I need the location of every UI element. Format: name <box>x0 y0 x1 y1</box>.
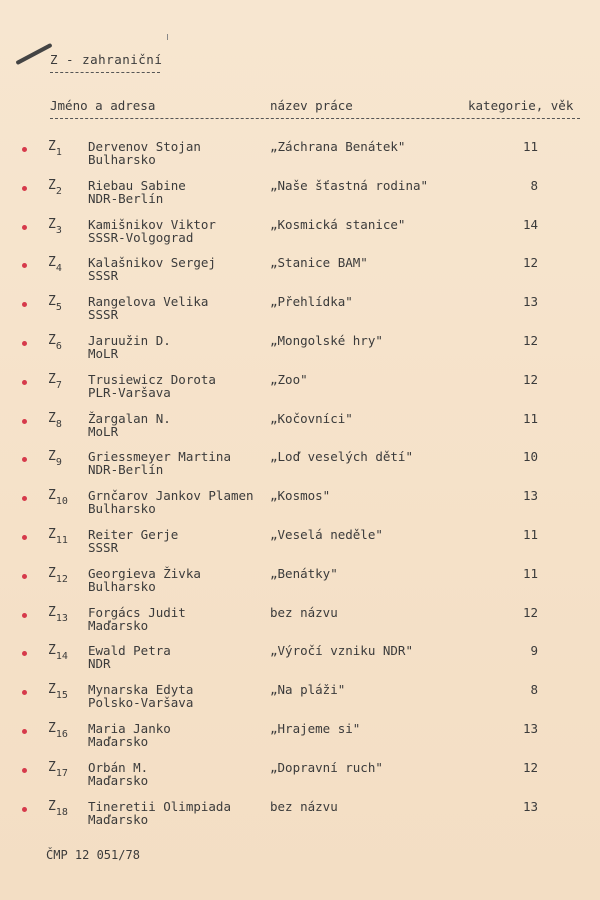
entry-code-letter: Z <box>48 798 56 814</box>
entry-country: NDR <box>88 656 111 672</box>
entry-age: 14 <box>522 216 538 232</box>
entry-code <box>48 371 62 391</box>
entry-name: Ewald Petra <box>88 643 171 659</box>
list-item <box>0 216 600 255</box>
entry-age: 12 <box>522 332 538 348</box>
entry-code-letter: Z <box>48 565 56 581</box>
red-dot-mark <box>22 535 27 540</box>
list-item <box>0 604 600 643</box>
red-dot-mark <box>22 302 27 307</box>
list-item <box>0 565 600 604</box>
entry-age: 12 <box>522 371 538 387</box>
entry-work-title: „Loď veselých dětí" <box>270 449 413 465</box>
entry-name: Jaruužin D. <box>88 332 171 348</box>
list-item <box>0 177 600 216</box>
header-title-column: název práce <box>270 98 353 113</box>
entry-code-letter: Z <box>48 643 56 659</box>
list-item <box>0 410 600 449</box>
entry-name: Dervenov Stojan <box>88 139 201 154</box>
handwritten-slash-mark <box>15 43 52 65</box>
entry-code-number: 14 <box>55 651 68 663</box>
entry-work-title: „Záchrana Benátek" <box>270 139 406 154</box>
entry-country: Maďarsko <box>88 617 149 633</box>
entry-code-letter: Z <box>48 255 56 271</box>
entry-code <box>48 643 68 663</box>
entry-code-letter: Z <box>48 604 56 620</box>
entry-code <box>48 759 68 779</box>
list-item <box>0 293 600 332</box>
entry-code-letter: Z <box>48 682 56 698</box>
entry-code-number: 11 <box>55 534 68 546</box>
entry-code <box>48 488 68 508</box>
entry-country: Maďarsko <box>88 772 149 788</box>
entry-work-title: „Mongolské hry" <box>270 332 383 348</box>
entry-code-letter: Z <box>48 449 56 465</box>
entry-code <box>48 720 68 740</box>
entry-name: Forgács Judit <box>88 604 186 620</box>
entry-age: 11 <box>522 526 538 542</box>
entry-name: Trusiewicz Dorota <box>88 371 216 387</box>
entry-age: 11 <box>522 410 538 426</box>
entry-code-letter: Z <box>48 488 56 504</box>
entry-country: MoLR <box>88 423 119 439</box>
red-dot-mark <box>22 457 27 462</box>
red-dot-mark <box>22 729 27 734</box>
entry-age: 8 <box>530 682 538 698</box>
red-dot-mark <box>22 768 27 773</box>
entry-code <box>48 139 62 158</box>
entry-country: SSSR-Volgograd <box>88 229 194 245</box>
entry-code-number: 3 <box>55 224 62 236</box>
entry-work-title: „Na pláži" <box>270 682 346 698</box>
entry-name: Mynarska Edyta <box>88 682 194 698</box>
entry-country: SSSR <box>88 268 119 284</box>
entry-name: Orbán M. <box>88 759 149 775</box>
entry-work-title: „Přehlídka" <box>270 294 353 310</box>
entry-work-title: „Kosmická stanice" <box>270 216 406 232</box>
list-item <box>0 526 600 565</box>
entry-code-number: 6 <box>55 340 62 352</box>
entry-code-letter: Z <box>48 410 56 426</box>
entry-code-number: 9 <box>55 457 62 469</box>
entry-name: Reiter Gerje <box>88 526 179 542</box>
entry-name: Žargalan N. <box>88 410 171 426</box>
entry-code <box>48 255 62 275</box>
red-dot-mark <box>22 613 27 618</box>
entry-code-number: 17 <box>55 767 68 779</box>
entry-code-number: 5 <box>55 302 62 314</box>
pencil-mark <box>167 34 168 40</box>
list-item <box>0 642 600 681</box>
entry-code-letter: Z <box>48 177 56 193</box>
entry-work-title: „Naše šťastná rodina" <box>270 177 429 193</box>
red-dot-mark <box>22 225 27 230</box>
red-dot-mark <box>22 807 27 812</box>
list-item <box>0 681 600 720</box>
entry-name: Maria Janko <box>88 720 171 736</box>
red-dot-mark <box>22 380 27 385</box>
entry-code-letter: Z <box>48 526 56 542</box>
list-item <box>0 254 600 293</box>
red-dot-mark <box>22 496 27 501</box>
entry-age: 13 <box>522 720 538 736</box>
list-item <box>0 487 600 526</box>
entry-country: Bulharsko <box>88 152 156 167</box>
entry-code <box>48 526 68 546</box>
entry-code-letter: Z <box>48 139 56 154</box>
entry-age: 11 <box>522 565 538 581</box>
entry-code-letter: Z <box>48 720 56 736</box>
entry-country: Maďarsko <box>88 811 149 827</box>
entry-work-title: „Dopravní ruch" <box>270 759 383 775</box>
entry-code-number: 4 <box>55 263 62 275</box>
entry-name: Kamišnikov Viktor <box>88 216 216 232</box>
entry-code <box>48 682 68 702</box>
red-dot-mark <box>22 263 27 268</box>
entry-country: MoLR <box>88 345 119 361</box>
entry-age: 9 <box>530 643 538 659</box>
entry-country: SSSR <box>88 539 119 555</box>
red-dot-mark <box>22 341 27 346</box>
entry-name: Rangelova Velika <box>88 294 209 310</box>
entry-country: Polsko-Varšava <box>88 695 194 711</box>
header-category-column: kategorie, věk <box>468 98 574 113</box>
entry-code-letter: Z <box>48 332 56 348</box>
list-item <box>0 759 600 798</box>
entry-country: Bulharsko <box>88 501 156 517</box>
entry-code-letter: Z <box>48 759 56 775</box>
entry-work-title: „Zoo" <box>270 371 308 387</box>
entry-work-title: „Kosmos" <box>270 488 331 504</box>
entry-work-title: bez názvu <box>270 604 338 620</box>
entry-code-number: 16 <box>55 728 68 740</box>
entry-work-title: „Hrajeme si" <box>270 720 361 736</box>
entry-country: SSSR <box>88 307 119 323</box>
entry-code-letter: Z <box>48 294 56 310</box>
entry-age: 8 <box>530 177 538 193</box>
entry-name: Grnčarov Jankov Plamen <box>88 488 254 504</box>
entry-list <box>0 138 600 836</box>
entry-age: 13 <box>522 294 538 310</box>
entry-code-number: 7 <box>55 379 62 391</box>
entry-age: 13 <box>522 798 538 814</box>
entry-work-title: „Výročí vzniku NDR" <box>270 643 413 659</box>
entry-code-letter: Z <box>48 216 56 232</box>
entry-code-letter: Z <box>48 371 56 387</box>
entry-country: Bulharsko <box>88 578 156 594</box>
footer-reference: ČMP 12 051/78 <box>46 848 140 862</box>
entry-code <box>48 216 62 236</box>
entry-work-title: „Kočovníci" <box>270 410 353 426</box>
entry-work-title: „Veselá neděle" <box>270 526 383 542</box>
entry-code <box>48 294 62 314</box>
entry-name: Tineretii Olimpiada <box>88 798 231 814</box>
header-underline <box>50 118 580 119</box>
red-dot-mark <box>22 419 27 424</box>
list-item <box>0 448 600 487</box>
entry-age: 11 <box>522 139 538 154</box>
entry-name: Riebau Sabine <box>88 177 186 193</box>
entry-name: Kalašnikov Sergej <box>88 255 216 271</box>
list-item <box>0 371 600 410</box>
entry-age: 12 <box>522 604 538 620</box>
entry-code <box>48 177 62 197</box>
entry-name: Georgieva Živka <box>88 565 201 581</box>
entry-code-number: 13 <box>55 612 68 624</box>
entry-country: PLR-Varšava <box>88 384 171 400</box>
red-dot-mark <box>22 690 27 695</box>
entry-code <box>48 449 62 469</box>
section-title: Z - zahraniční <box>50 52 163 67</box>
entry-code <box>48 604 68 624</box>
entry-code <box>48 332 62 352</box>
entry-age: 12 <box>522 759 538 775</box>
entry-work-title: „Stanice BAM" <box>270 255 368 271</box>
list-item <box>0 720 600 759</box>
entry-country: NDR-Berlín <box>88 462 164 478</box>
entry-age: 13 <box>522 488 538 504</box>
entry-code-number: 18 <box>55 806 68 818</box>
entry-work-title: bez názvu <box>270 798 338 814</box>
entry-code-number: 15 <box>55 690 68 702</box>
entry-code <box>48 565 68 585</box>
header-name-column: Jméno a adresa <box>50 98 156 113</box>
entry-code <box>48 798 68 818</box>
entry-code-number: 2 <box>55 185 62 197</box>
red-dot-mark <box>22 186 27 191</box>
entry-code-number: 8 <box>55 418 62 430</box>
red-dot-mark <box>22 574 27 579</box>
entry-name: Griessmeyer Martina <box>88 449 231 465</box>
list-item <box>0 332 600 371</box>
list-item <box>0 138 600 177</box>
entry-code-number: 12 <box>55 573 68 585</box>
section-underline <box>50 72 160 73</box>
entry-country: NDR-Berlín <box>88 190 164 206</box>
list-item <box>0 798 600 837</box>
entry-age: 10 <box>522 449 538 465</box>
entry-work-title: „Benátky" <box>270 565 338 581</box>
red-dot-mark <box>22 651 27 656</box>
entry-code <box>48 410 62 430</box>
red-dot-mark <box>22 147 27 152</box>
entry-code-number: 1 <box>55 147 62 158</box>
entry-age: 12 <box>522 255 538 271</box>
entry-country: Maďarsko <box>88 733 149 749</box>
entry-code-number: 10 <box>55 496 68 508</box>
